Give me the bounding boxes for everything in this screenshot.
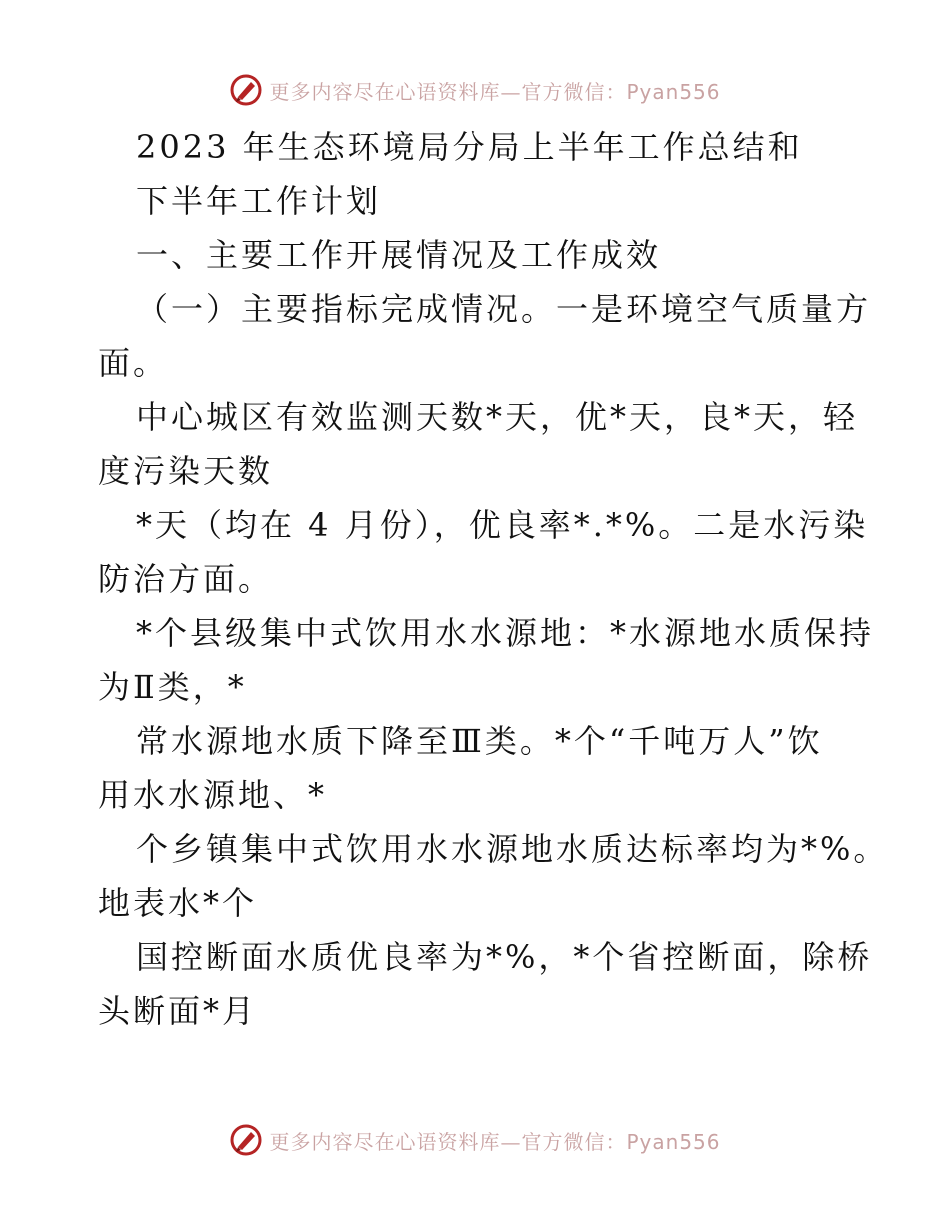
- paragraph-line: 度污染天数: [98, 452, 274, 490]
- watermark-text: [269, 1126, 720, 1155]
- watermark-wechat-id: Pyan556: [626, 79, 721, 104]
- document-title-line-2: 下半年工作计划: [136, 182, 382, 220]
- document-body: [98, 120, 889, 1038]
- paragraph-line: 面。: [98, 344, 169, 382]
- watermark-banner-bottom: [0, 1120, 950, 1160]
- paragraph-line: 中心城区有效监测天数*天，优*天，良*天，轻: [136, 398, 859, 436]
- watermark-banner-top: [0, 70, 950, 110]
- paragraph-line: （一）主要指标完成情况。一是环境空气质量方: [136, 290, 872, 328]
- paragraph-line: 防治方面。: [98, 560, 274, 598]
- watermark-site-text: 更多内容尽在心语资料库: [269, 1129, 501, 1154]
- paragraph-line: 头断面*月: [98, 992, 258, 1030]
- section-heading: 一、主要工作开展情况及工作成效: [136, 236, 662, 274]
- document-title-line-1: 2023 年生态环境局分局上半年工作总结和: [136, 128, 803, 166]
- watermark-separator: —: [500, 79, 522, 104]
- watermark-wechat-label: 官方微信：: [521, 1129, 627, 1154]
- paragraph-line: 常水源地水质下降至Ⅲ类。*个“千吨万人”饮: [136, 722, 823, 760]
- watermark-wechat-label: 官方微信：: [521, 79, 627, 104]
- paragraph-line: *天（均在 4 月份），优良率*.*%。二是水污染: [136, 506, 869, 544]
- watermark-site-text: 更多内容尽在心语资料库: [269, 79, 501, 104]
- pen-logo-icon: [229, 1123, 263, 1157]
- watermark-text: [269, 76, 720, 105]
- pen-logo-icon: [229, 73, 263, 107]
- watermark-wechat-id: Pyan556: [626, 1129, 721, 1154]
- paragraph-line: 地表水*个: [98, 884, 258, 922]
- paragraph-line: 个乡镇集中式饮用水水源地水质达标率均为*%。: [136, 830, 889, 868]
- paragraph-line: 国控断面水质优良率为*%，*个省控断面，除桥: [136, 938, 873, 976]
- watermark-separator: —: [500, 1129, 522, 1154]
- paragraph-line: 为Ⅱ类，*: [98, 668, 247, 706]
- paragraph-line: *个县级集中式饮用水水源地：*水源地水质保持: [136, 614, 875, 652]
- paragraph-line: 用水水源地、*: [98, 776, 328, 814]
